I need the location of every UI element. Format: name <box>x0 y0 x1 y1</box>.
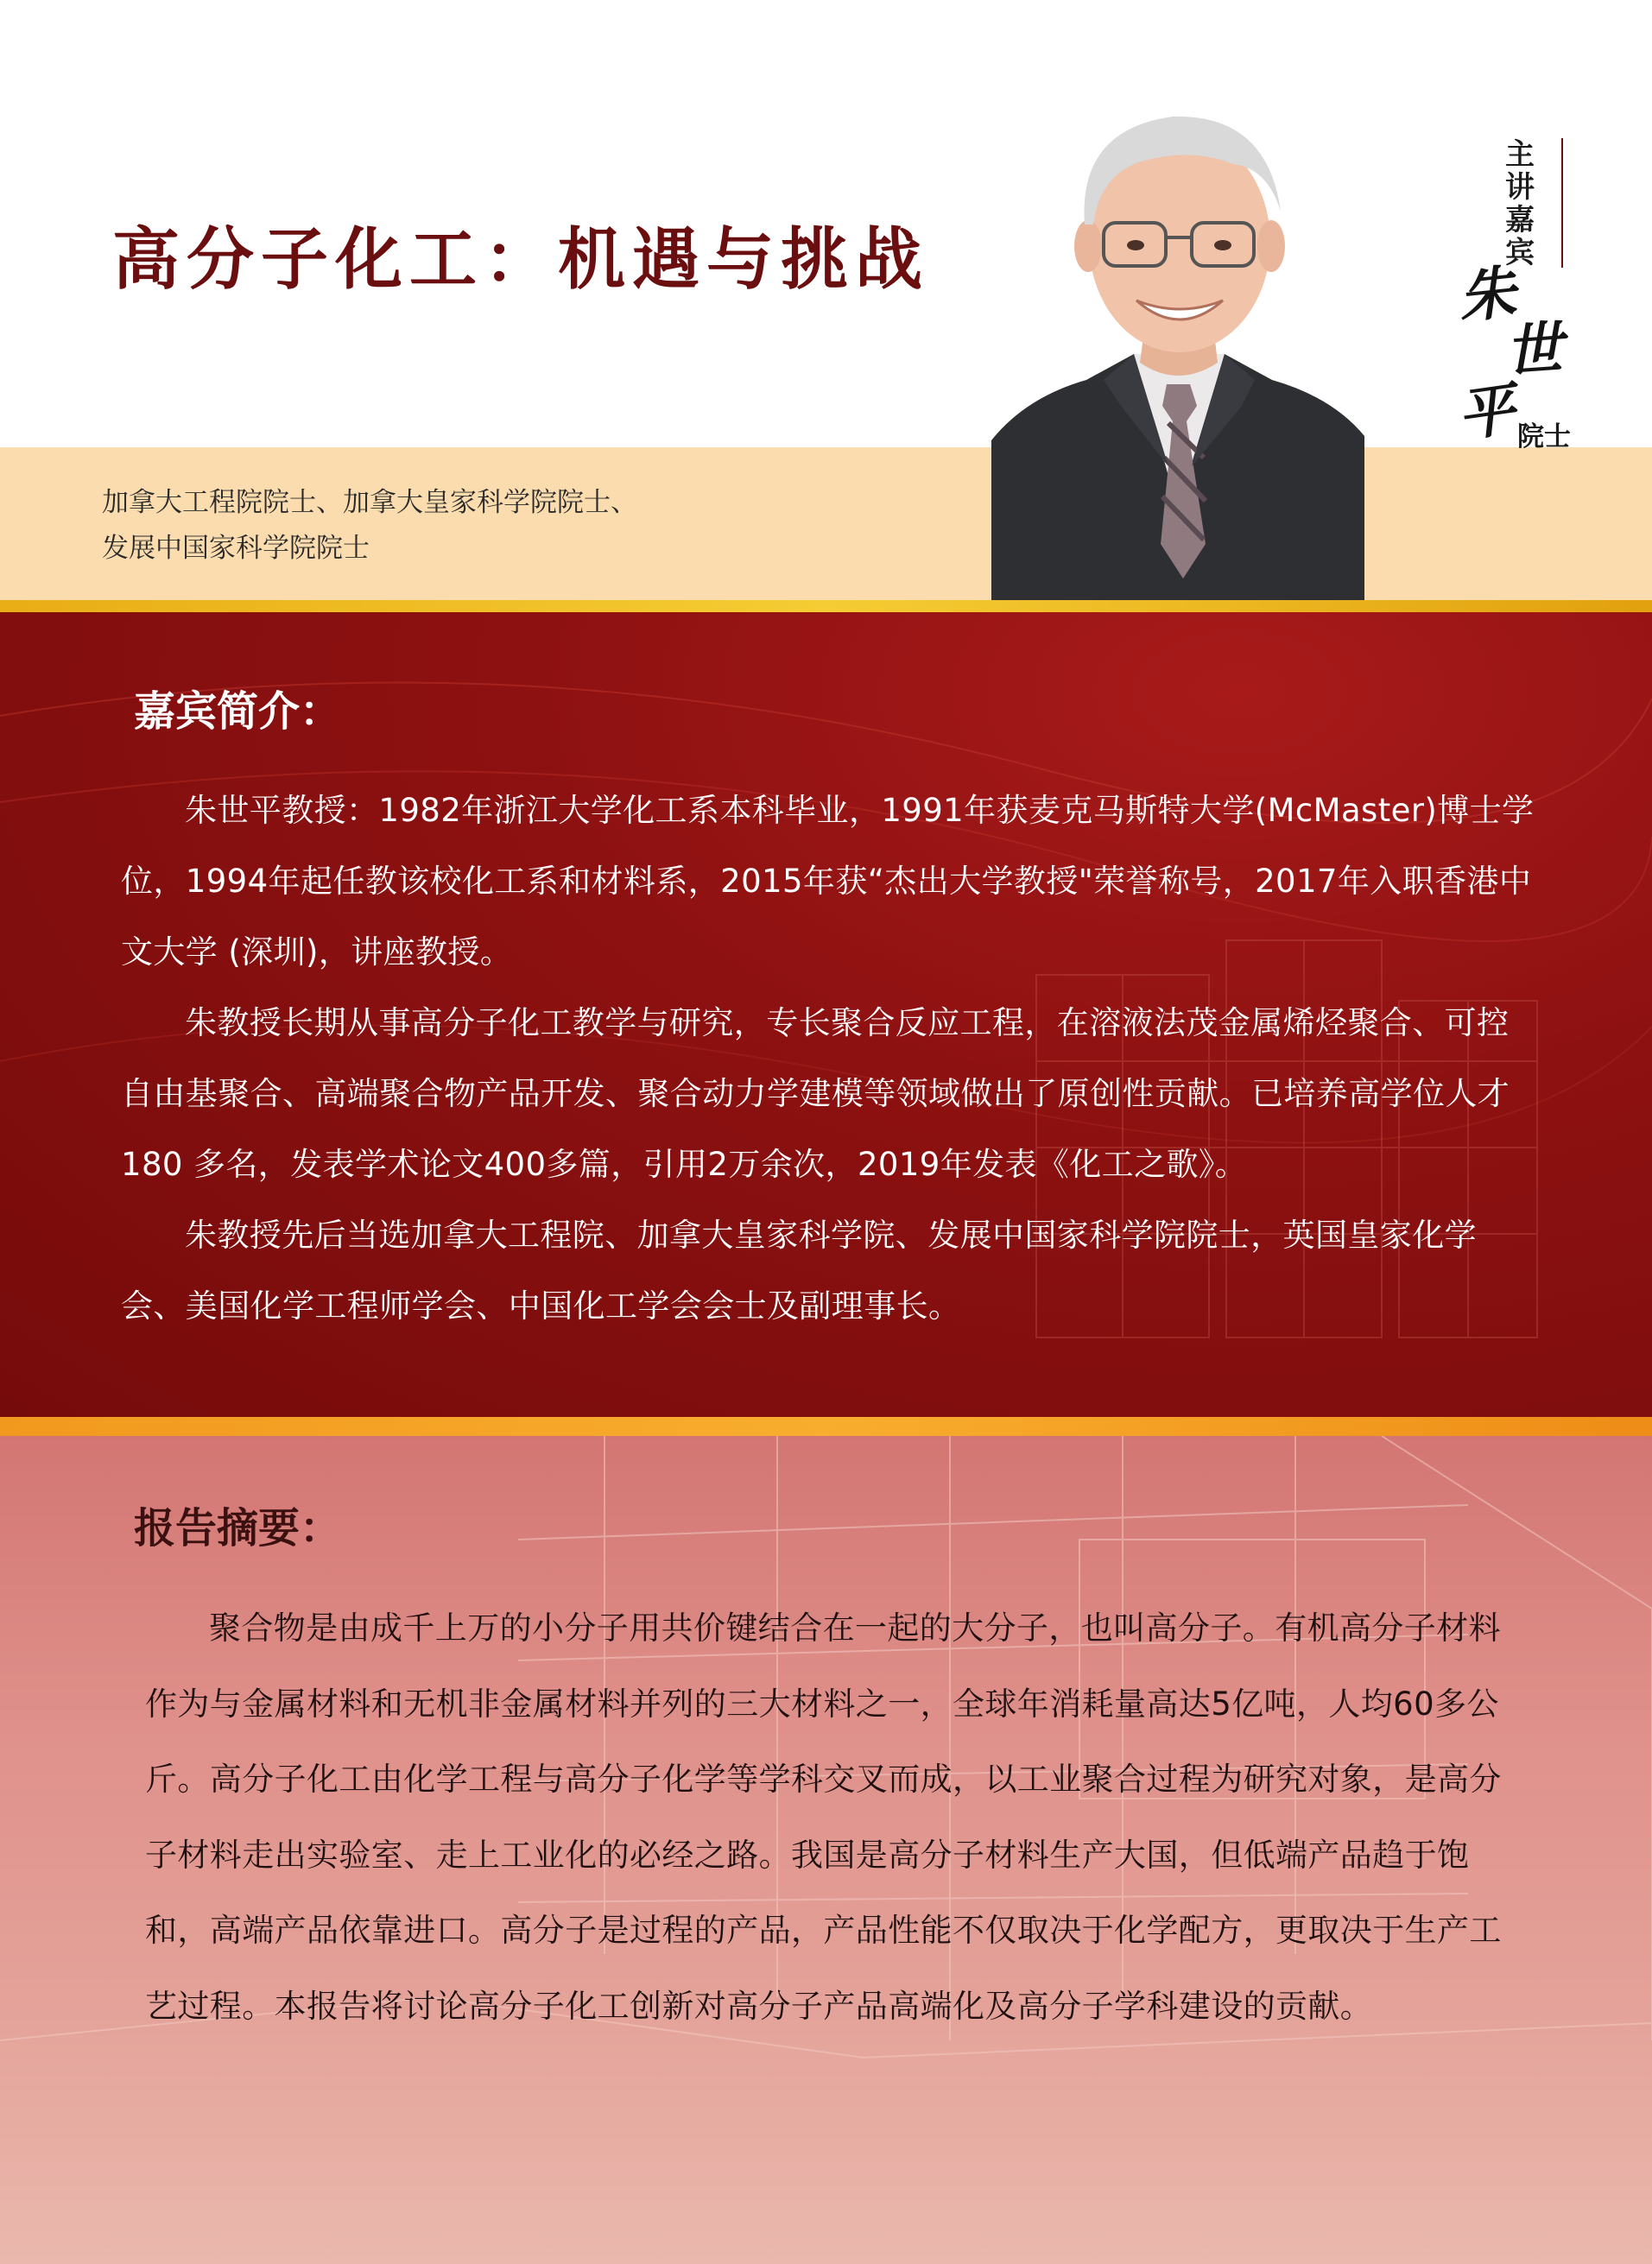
gold-divider <box>0 600 1652 612</box>
abstract-text <box>145 1590 1518 2044</box>
page-title: 高分子化工：机遇与挑战 <box>112 220 930 299</box>
speaker-portrait <box>991 95 1364 600</box>
bio-text <box>121 775 1537 1342</box>
speaker-honors <box>102 480 965 572</box>
signature-char: 世 <box>1503 313 1565 385</box>
orange-divider <box>0 1417 1652 1436</box>
signature-char: 朱 <box>1455 259 1520 332</box>
honors-line: 发展中国家科学院院士 <box>102 533 370 564</box>
vertical-rule <box>1561 138 1563 268</box>
signature-char: 平 <box>1453 375 1520 450</box>
bio-paragraph: 朱教授先后当选加拿大工程院、加拿大皇家科学院、发展中国家科学院院士，英国皇家化学会、美国化学工程师学会、中国化工学会会士及副理事长。 <box>121 1217 1477 1325</box>
abstract-heading: 报告摘要： <box>134 1504 342 1553</box>
bio-paragraph: 朱世平教授：1982年浙江大学化工系本科毕业，1991年获麦克马斯特大学(McMaster)博士学位，1994年起任教该校化工系和材料系，2015年获“杰出大学教授"荣誉称号，2017年入职香港中文大学 (深圳)，讲座教授。 <box>121 792 1535 971</box>
honors-line: 加拿大工程院院士、加拿大皇家科学院院士、 <box>102 487 637 518</box>
speaker-tag: 主讲嘉宾 <box>1505 137 1535 270</box>
academician-label: 院士 <box>1517 421 1571 452</box>
abstract-paragraph: 聚合物是由成千上万的小分子用共价键结合在一起的大分子，也叫高分子。有机高分子材料作为与金属材料和无机非金属材料并列的三大材料之一，全球年消耗量高达5亿吨，人均60多公斤。高分子化工由化学工程与高分子化学等学科交叉而成，以工业聚合过程为研究对象，是高分子材料走出实验室、走上工业化的必经之路。我国是高分子材料生产大国，但低端产品趋于饱和，高端产品依靠进口。高分子是过程的产品，产品性能不仅取决于化学配方，更取决于生产工艺过程。本报告将讨论高分子化工创新对高分子产品高端化及高分子学科建设的贡献。 <box>145 1609 1502 2025</box>
bio-paragraph: 朱教授长期从事高分子化工教学与研究，专长聚合反应工程，在溶液法茂金属烯烃聚合、可控自由基聚合、高端聚合物产品开发、聚合动力学建模等领域做出了原创性贡献。已培养高学位人才180 多名，发表学术论文400多篇，引用2万余次，2019年发表《化工之歌》。 <box>121 1004 1510 1183</box>
bio-heading: 嘉宾简介： <box>134 687 342 736</box>
portrait-illustration <box>991 95 1364 600</box>
